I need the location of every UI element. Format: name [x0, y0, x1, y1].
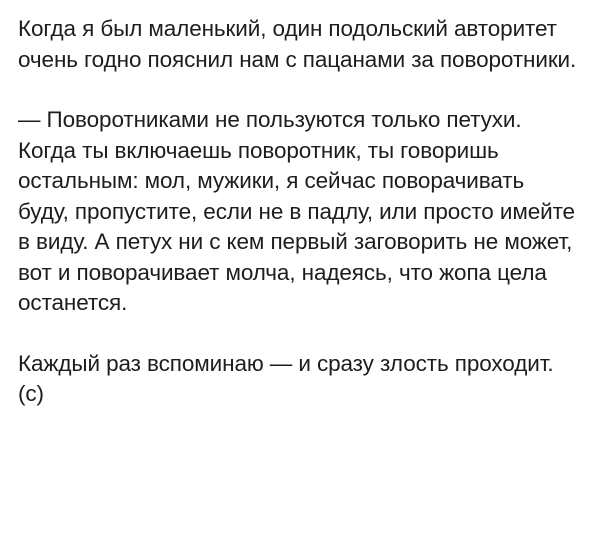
paragraph-closing: Каждый раз вспоминаю — и сразу злость проходит. (с) [18, 350, 560, 406]
paragraph-spacer-2 [18, 319, 578, 349]
paragraph-spacer-1 [18, 75, 578, 105]
paragraph-quote: — Поворотниками не пользуются только петухи. Когда ты включаешь поворотник, ты говоришь остальным: мол, мужики, я сейчас поворачивать буду, пропустите, если не в падлу, или просто имейте в виду. А петух ни с кем первый заговорить не может, вот и поворачивает молча, надеясь, что жопа цела останется. [18, 107, 582, 315]
paragraph-intro: Когда я был маленький, один подольский авторитет очень годно пояснил нам с пацанами за поворотники. [18, 16, 577, 72]
